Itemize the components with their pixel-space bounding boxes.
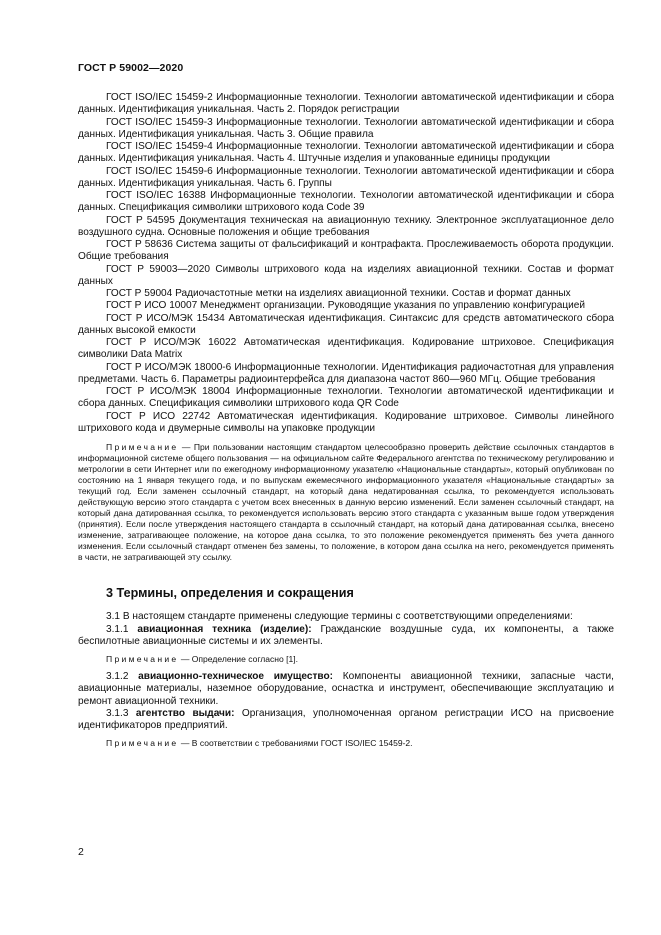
term-number: 3.1.1 [106,623,138,635]
reference-item: ГОСТ Р ИСО 22742 Автоматическая идентификация. Кодирование штриховое. Символы линейного штрихового кода и двумерные символы на упаковке продукции [78,410,614,434]
reference-item: ГОСТ ISO/IEC 15459-4 Информационные технологии. Технологии автоматической идентификации и сбора данных. Идентификация уникальная. Часть 4. Штучные изделия и упакованные единицы продукции [78,141,614,165]
term-name: авиационно-техническое имущество: [138,671,334,682]
references-note [78,442,614,563]
term-definition: Организация, уполномоченная органом регистрации ИСО на присвоение идентификаторов предприятий. [78,707,614,731]
term-name: агентство выдачи: [135,707,235,719]
page-body [78,92,614,749]
term-number: 3.1.3 [106,707,136,719]
reference-item: ГОСТ Р 58636 Система защиты от фальсификаций и контрафакта. Прослеживаемость оборота продукции. Общие требования [78,239,614,263]
term-definition: Компоненты авиационной техники, запасные части, авиационные материалы, наземное оборудование, оснастка и инструмент, обеспечивающие эксплуатацию и ремонт авиационной техники. [78,671,614,707]
note-text: Определение согласно [1]. [191,654,298,664]
term-note [78,654,614,665]
note-text: В соответствии с требованиями ГОСТ ISO/IEC 15459-2. [191,738,413,749]
reference-item: ГОСТ ISO/IEC 15459-2 Информационные технологии. Технологии автоматической идентификации и сбора данных. Идентификация уникальная. Часть 2. Порядок регистрации [78,92,614,116]
term-3-1-3 [78,708,614,733]
note-dash: — [178,738,192,749]
reference-item: ГОСТ ISO/IEC 16388 Информационные технологии. Технологии автоматической идентификации и сбора данных. Спецификация символики штрихового кода Code 39 [78,190,614,214]
reference-item: ГОСТ ISO/IEC 15459-3 Информационные технологии. Технологии автоматической идентификации и сбора данных. Идентификация уникальная. Часть 3. Общие правила [78,116,614,140]
term-definition: Гражданские воздушные суда, их компоненты, а также беспилотные авиационные системы и их элементы. [78,623,614,647]
page-number: 2 [78,846,84,858]
reference-item: ГОСТ Р 59003—2020 Символы штрихового кода на изделиях авиационной техники. Состав и формат данных [78,263,614,287]
term-name: авиационная техника (изделие): [137,623,312,635]
term-number: 3.1.2 [106,671,139,682]
reference-item: ГОСТ ISO/IEC 15459-6 Информационные технологии. Технологии автоматической идентификации и сбора данных. Идентификация уникальная. Часть 6. Группы [78,165,614,189]
term-3-1-1 [78,624,614,649]
reference-item: ГОСТ Р ИСО/МЭК 15434 Автоматическая идентификация. Синтаксис для средств автоматического сбора данных высокой емкости [78,312,614,336]
reference-item: ГОСТ Р ИСО/МЭК 18000-6 Информационные технологии. Идентификация радиочастотная для управления предметами. Часть 6. Параметры радиоинтерфейса для диапазона частот 860—960 МГц. Общие требования [78,361,614,385]
reference-item: ГОСТ Р ИСО 10007 Менеджмент организации. Руководящие указания по управлению конфигурацией [106,300,585,312]
term-note [78,738,614,749]
note-dash: — [178,442,194,452]
reference-item: ГОСТ Р ИСО/МЭК 18004 Информационные технологии. Технологии автоматической идентификации и сбора данных. Спецификация символики штрихового кода QR Code [78,386,614,410]
note-label: Примечание [106,738,179,749]
normative-references-list [78,92,614,435]
reference-item: ГОСТ Р 59004 Радиочастотные метки на изделиях авиационной техники. Состав и формат данных [106,288,571,299]
section-title: 3 Термины, определения и сокращения [106,586,354,600]
note-label: Примечание [106,654,179,664]
term-3-1-2 [78,671,614,708]
reference-item: ГОСТ Р 54595 Документация техническая на авиационную технику. Электронное эксплуатационное дело воздушного судна. Основные положения и общие требования [78,214,614,238]
note-text: При пользовании настоящим стандартом целесообразно проверить действие ссылочных стандартов в информационной системе общего пользования — на официальном сайте Федерального агентства по техническому регулированию и метрологии в сети Интернет или по ежегодному информационному указателю «Национальные стандарты», который опубликован по состоянию на 1 января текущего года, и по выпускам ежемесячного информационного указателя «Национальные стандарты» за текущий год. Если заменен ссылочный стандарт, на который дана недатированная ссылка, то рекомендуется использовать действующую версию этого стандарта с учетом всех внесенных в данную версию изменений. Если заменен ссылочный стандарт, на который дана датированная ссылка, то рекомендуется использовать версию этого стандарта с указанным выше годом утверждения (принятия). Если после утверждения настоящего стандарта в ссылочный стандарт, на который дана датированная ссылка, внесено изменение, затрагивающее положение, на которое дана ссылка, то это положение рекомендуется применять без учета данного изменения. Если ссылочный стандарт отменен без замены, то положение, в котором дана ссылка на него, рекомендуется применять в части, не затрагивающей эту ссылку. [78,442,614,562]
document-id-header: ГОСТ Р 59002—2020 [78,62,184,74]
section-intro: 3.1 В настоящем стандарте применены следующие термины с соответствующими определениями: [106,611,573,623]
note-dash: — [178,654,192,664]
reference-item: ГОСТ Р ИСО/МЭК 16022 Автоматическая идентификация. Кодирование штриховое. Спецификация символики Data Matrix [78,337,614,361]
note-label: Примечание [106,442,179,452]
